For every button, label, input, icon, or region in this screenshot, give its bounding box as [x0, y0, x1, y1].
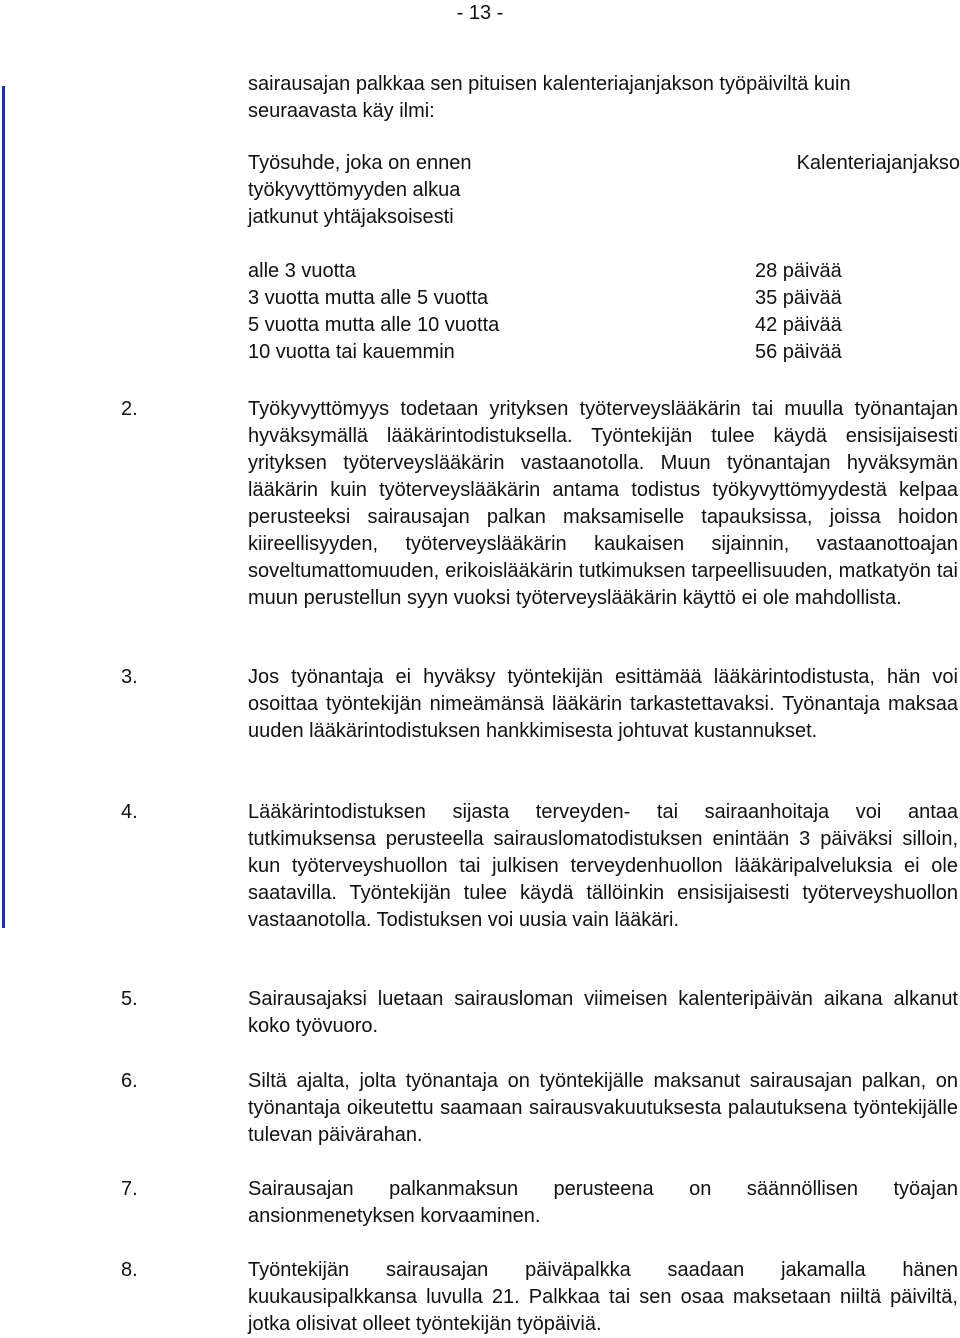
- item-number: 6.: [121, 1070, 138, 1092]
- header-line: työkyvyttömyyden alkua: [248, 179, 461, 201]
- duration-cell: 3 vuotta mutta alle 5 vuotta: [248, 287, 489, 309]
- intro-paragraph: sairausajan palkkaa sen pituisen kalenteriajanjakson työpäiviltä kuin seuraavasta käy ilmi:: [248, 73, 851, 122]
- item-number: 8.: [121, 1259, 138, 1281]
- duration-cell: 5 vuotta mutta alle 10 vuotta: [248, 314, 500, 336]
- table-row: [248, 258, 960, 285]
- page-number: - 13 -: [456, 2, 504, 24]
- item-text: Työkyvyttömyys todetaan yrityksen työterveyslääkärin tai muulla työnantajan hyväksymällä lääkärintodistuksella. Työntekijän tulee käydä ensisijaisesti yrityksen työterveyslääkärin vastaanotolla. Muun työnantajan hyväksymän lääkärin kuin työterveyslääkärin antama todistus työkyvyttömyydestä kelpaa perusteeksi sairausajan palkan maksamiselle tapauksissa, joissa hoidon kiireellisyyden, työterveyslääkärin kaukaisen sijainnin, vastaanottoajan soveltumattomuuden, erikoislääkärin tutkimuksen tarpeellisuuden, matkatyön tai muun perustellun syyn vuoksi työterveyslääkärin käyttö ei ole mahdollista.: [248, 398, 958, 609]
- period-cell: 35 päivää: [755, 287, 842, 309]
- numbered-item-3: [121, 664, 958, 745]
- table-body: [248, 258, 960, 366]
- table-row: [248, 312, 960, 339]
- header-line: jatkunut yhtäjaksoisesti: [248, 206, 454, 228]
- item-number: 5.: [121, 988, 138, 1010]
- item-number: 3.: [121, 666, 138, 688]
- item-text: Jos työnantaja ei hyväksy työntekijän esittämää lääkärintodistusta, hän voi osoittaa työntekijän nimeämänsä lääkärin tarkastettavaksi. Työnantaja maksaa uuden lääkärintodistuksen hankkimisesta johtuvat kustannukset.: [248, 666, 958, 742]
- item-text: Siltä ajalta, jolta työnantaja on työntekijälle maksanut sairausajan palkan, on työnantaja oikeutettu saamaan sairausvakuutuksesta palautuksena työntekijälle tulevan päivärahan.: [248, 1070, 958, 1146]
- numbered-item-5: [121, 986, 958, 1040]
- numbered-item-6: [121, 1068, 958, 1149]
- item-number: 7.: [121, 1178, 138, 1200]
- item-text: Lääkärintodistuksen sijasta terveyden- tai sairaanhoitaja voi antaa tutkimuksensa perusteella sairauslomatodistuksen enintään 3 päiväksi silloin, kun työterveyshuollon tai julkisen terveydenhuollon lääkäripalveluksia ei ole saatavilla. Työntekijän tulee käydä tällöinkin ensisijaisesti työterveyshuollon vastaanotolla. Todistuksen voi uusia vain lääkäri.: [248, 801, 958, 931]
- numbered-item-7: [121, 1176, 958, 1230]
- period-cell: 42 päivää: [755, 314, 842, 336]
- period-cell: 28 päivää: [755, 260, 842, 282]
- table-row: [248, 285, 960, 312]
- header-line: Työsuhde, joka on ennen: [248, 152, 472, 174]
- item-number: 4.: [121, 801, 138, 823]
- table-header: [248, 150, 960, 231]
- duration-cell: 10 vuotta tai kauemmin: [248, 341, 455, 363]
- numbered-item-8: [121, 1257, 958, 1338]
- header-calendar-period: Kalenteriajanjakso: [796, 152, 960, 174]
- calendar-period-table: [248, 150, 960, 366]
- table-row: [248, 339, 960, 366]
- numbered-item-4: [121, 799, 958, 934]
- item-text: Työntekijän sairausajan päiväpalkka saadaan jakamalla hänen kuukausipalkkansa luvulla 21. Palkkaa tai sen osaa maksetaan niiltä päiviltä, jotka olisivat olleet työntekijän työpäiviä.: [248, 1259, 958, 1335]
- item-text: Sairausajan palkanmaksun perusteena on säännöllisen työajan ansionmenetyksen korvaaminen.: [248, 1178, 958, 1227]
- item-text: Sairausajaksi luetaan sairausloman viimeisen kalenteripäivän aikana alkanut koko työvuoro.: [248, 988, 958, 1037]
- margin-change-bar: [2, 86, 5, 928]
- item-number: 2.: [121, 398, 138, 420]
- period-cell: 56 päivää: [755, 341, 842, 363]
- duration-cell: alle 3 vuotta: [248, 260, 356, 282]
- header-employment-duration: [248, 150, 648, 231]
- numbered-item-2: [121, 396, 958, 612]
